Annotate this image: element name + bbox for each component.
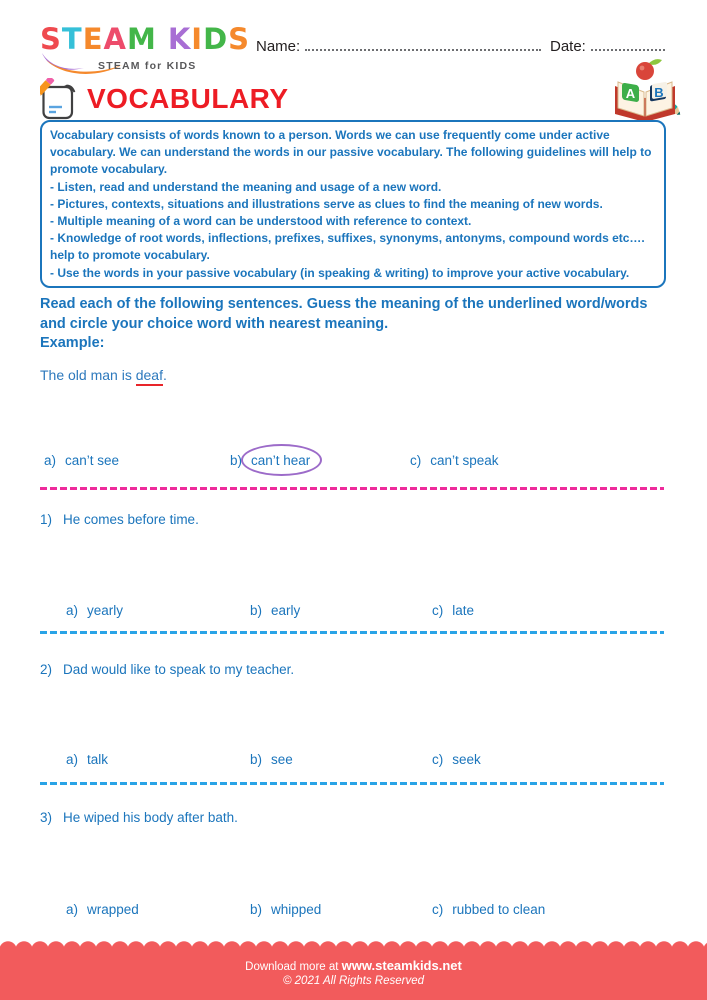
footer: [0, 950, 707, 1000]
date-label: Date:: [550, 38, 586, 55]
example-underlined-word: deaf: [136, 367, 163, 386]
guidelines-paragraph: Vocabulary consists of words known to a person. Words we can use frequently come under active vocabulary. We can understand the words in our passive vocabulary. The following guidelines will help to promote vocabulary.: [50, 128, 652, 177]
footer-copyright: © 2021 All Rights Reserved: [282, 975, 424, 987]
option-text: can’t see: [65, 453, 120, 468]
option-text: wrapped: [87, 902, 139, 917]
footer-site-link[interactable]: www.steamkids.net: [341, 958, 462, 973]
option-label: c): [410, 453, 422, 468]
option-label: b): [250, 902, 263, 917]
option-text: can’t speak: [430, 453, 499, 468]
guideline-bullet: - Knowledge of root words, inflections, prefixes, suffixes, synonyms, antonyms, compound words etc…. help to promote vocabulary.: [50, 231, 645, 263]
logo-letter: I: [191, 22, 204, 56]
question-number: 3): [40, 810, 53, 825]
option-text: see: [271, 752, 293, 767]
instructions-heading: Read each of the following sentences. Guess the meaning of the underlined word/words and circle your choice word with nearest meaning.: [40, 296, 648, 332]
question-1: [40, 512, 199, 527]
question-2-option-c[interactable]: [432, 752, 481, 767]
option-label: a): [66, 603, 79, 618]
divider-blue: [40, 631, 664, 634]
instructions-section: [40, 295, 648, 383]
option-text: rubbed to clean: [452, 902, 546, 917]
question-1-option-b[interactable]: [250, 603, 300, 618]
option-label: b): [250, 752, 263, 767]
question-3-option-c[interactable]: [432, 902, 545, 917]
name-blank-line[interactable]: [305, 38, 541, 51]
example-options-row: [40, 449, 668, 477]
option-text: can’t hear: [251, 453, 311, 468]
logo-letter: E: [82, 22, 104, 56]
example-sentence-suffix: .: [162, 366, 167, 383]
option-label: a): [66, 752, 79, 767]
example-sentence: [40, 367, 648, 383]
footer-download-text: Download more at: [245, 961, 339, 973]
vocabulary-guidelines-box: [40, 120, 666, 288]
date-blank-line[interactable]: [591, 38, 665, 51]
question-number: 1): [40, 512, 53, 527]
guideline-bullet: - Multiple meaning of a word can be understood with reference to context.: [50, 214, 472, 229]
name-label: Name:: [256, 38, 301, 55]
guideline-bullet: - Pictures, contexts, situations and illustrations serve as clues to find the meaning of new words.: [50, 196, 603, 211]
option-label: a): [66, 902, 79, 917]
question-3-options: [40, 898, 668, 926]
svg-text:A: A: [625, 86, 636, 101]
question-3-option-a[interactable]: [66, 902, 139, 917]
option-text: seek: [452, 752, 481, 767]
example-sentence-prefix: The old man is: [40, 366, 136, 383]
question-2: [40, 662, 294, 677]
option-label: c): [432, 752, 444, 767]
option-label: a): [44, 453, 57, 468]
answer-circle: [241, 444, 322, 476]
question-3-option-b[interactable]: [250, 902, 321, 917]
question-number: 2): [40, 662, 53, 677]
question-2-option-a[interactable]: [66, 752, 108, 767]
question-text: He comes before time.: [63, 512, 199, 527]
option-label: c): [432, 603, 444, 618]
abc-book-icon: [608, 54, 682, 124]
question-text: Dad would like to speak to my teacher.: [63, 662, 295, 677]
logo-subtitle: STEAM for KIDS: [98, 60, 197, 72]
option-text: talk: [87, 752, 109, 767]
logo-letter: K: [167, 22, 192, 56]
question-3: [40, 810, 238, 825]
date-field-group: [550, 38, 665, 55]
example-label: Example:: [40, 335, 105, 351]
footer-download-line: [0, 950, 707, 973]
page-title: VOCABULARY: [87, 83, 289, 114]
pencil-paper-icon: [40, 78, 78, 120]
question-2-options: [40, 748, 668, 776]
divider-blue: [40, 782, 664, 785]
svg-text:B: B: [654, 85, 664, 100]
guideline-bullet: - Use the words in your passive vocabulary (in speaking & writing) to improve your active vocabulary.: [50, 265, 630, 280]
guideline-bullet: - Listen, read and understand the meaning and usage of a new word.: [50, 179, 442, 194]
option-label: b): [230, 453, 243, 468]
name-field-group: [256, 38, 541, 55]
option-label: c): [432, 902, 444, 917]
divider-pink: [40, 487, 664, 490]
logo-letter: S: [228, 22, 251, 56]
option-text: late: [452, 603, 475, 618]
question-text: He wiped his body after bath.: [63, 810, 238, 825]
question-1-option-a[interactable]: [66, 603, 123, 618]
footer-scallop-edge: [0, 940, 707, 950]
logo-letter: T: [61, 22, 83, 56]
question-1-option-c[interactable]: [432, 603, 474, 618]
example-option-c[interactable]: [410, 453, 499, 468]
logo-letter: A: [103, 22, 127, 56]
example-option-b[interactable]: [230, 453, 310, 468]
option-label: b): [250, 603, 263, 618]
example-option-a[interactable]: [44, 453, 119, 468]
option-text: whipped: [271, 902, 322, 917]
title-row: [40, 78, 289, 120]
question-2-option-b[interactable]: [250, 752, 293, 767]
logo-letter: S: [40, 22, 62, 56]
option-text: early: [271, 603, 301, 618]
logo-letter: D: [203, 22, 229, 56]
option-text: yearly: [87, 603, 124, 618]
question-1-options: [40, 599, 668, 627]
logo-wordmark: [40, 22, 251, 56]
logo-letter: M: [126, 22, 157, 56]
steam-kids-logo: [40, 22, 251, 78]
